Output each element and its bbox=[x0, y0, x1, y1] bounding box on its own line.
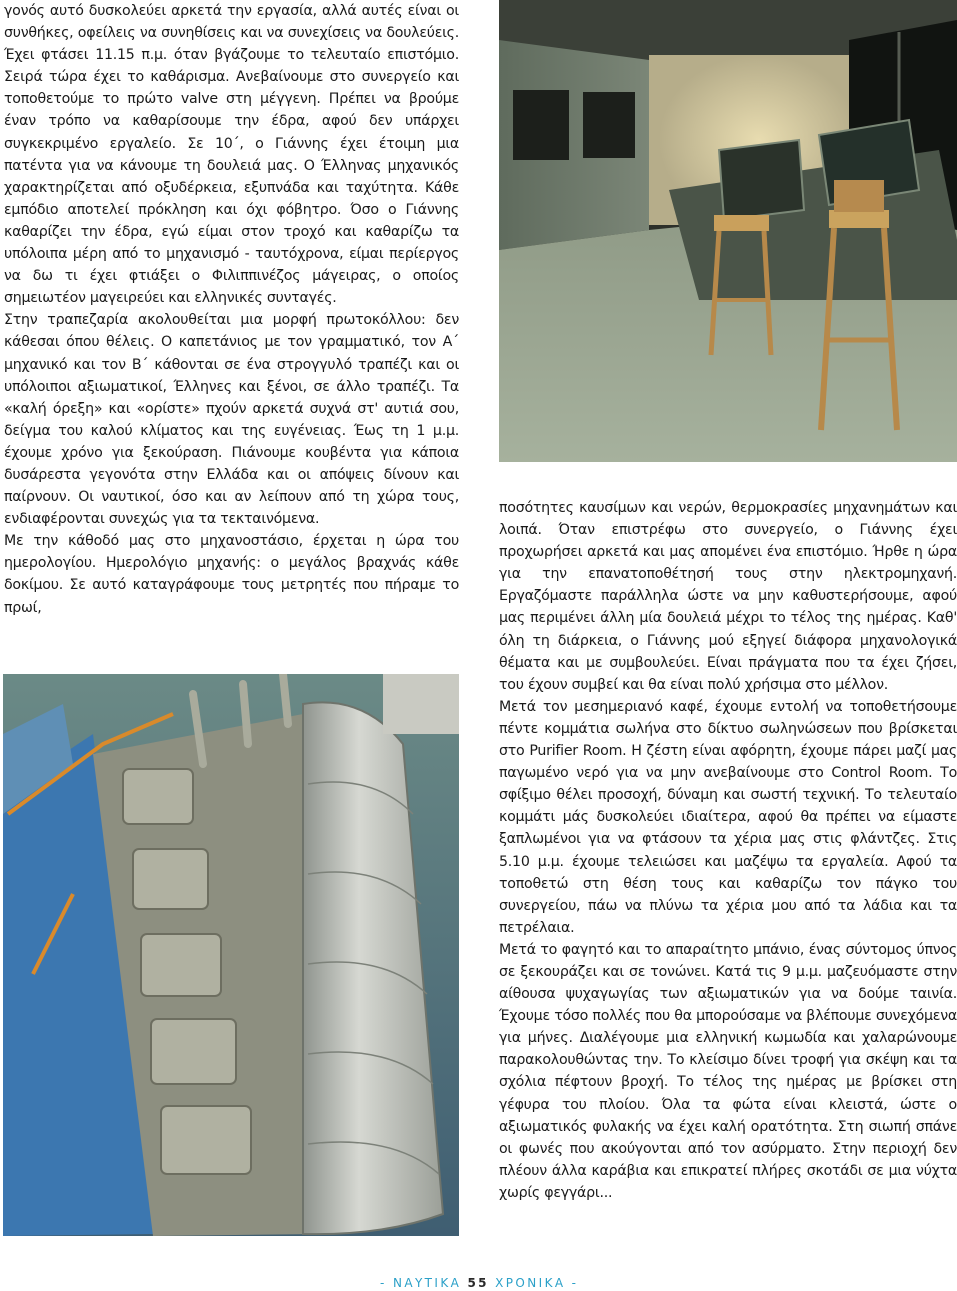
footer-magazine-word: ΧΡΟΝΙΚΑ bbox=[495, 1276, 566, 1290]
ship-bridge-photo bbox=[499, 0, 957, 462]
page-footer bbox=[380, 1276, 600, 1290]
ship-bridge-illustration bbox=[499, 0, 957, 462]
paragraph: Μετά τον μεσημεριανό καφέ, έχουμε εντολή να τοποθετήσουμε πέντε κομμάτια σωλήνα στο δίκτυο σωληνώσεων που βρίσκεται στο Purifier Room. Η ζέστη είναι αφόρητη, έχουμε πάρει μαζί μας παγωμένο νερό για να μην ανεβαίνουμε στο Control Room. Το σφίξιμο θέλει προσοχή, δύναμη και σωστή τεχνική. Το τελευταίο κομμάτι μάς δυσκολεύει ιδιαίτερα, αφού θα πρέπει να είμαστε ξαπλωμένοι για να φτάσουν τα χέρια μας στις φλάντζες. Στις 5.10 μ.μ. έχουμε τελειώσει και μαζέψω τα εργαλεία. Αφού τα τοποθετώ στη θέση τους και καθαρίζω τον πάγκο του συνεργείου, πάω να πλύνω τα χέρια μου από τα λάδια και τα πετρέλαια. bbox=[499, 698, 957, 936]
footer-magazine-word: ΝΑΥΤΙΚΑ bbox=[392, 1276, 462, 1290]
footer-dash: - bbox=[571, 1276, 579, 1290]
paragraph: Μετά το φαγητό και το απαραίτητο μπάνιο, ένας σύντομος ύπνος σε ξεκουράζει και σε τονώνει. Κατά τις 9 μ.μ. μαζευόμαστε στην αίθουσα ψυχαγωγίας των αξιωματικών για να δούμε ταινία. Έχουμε τόσο πολλές που θα μπορούσαμε να βλέπουμε συνεχόμενα για μήνες. Διαλέγουμε μια ελληνική κωμωδία και χαλαρώνουμε παρακολουθώντας την. Το κλείσιμο δίνει τροφή για σκέψη και τα σχόλια πέφτουν βροχή. Το τέλος της ημέρας με βρίσκει στη γέφυρα του πλοίου. Όλα τα φώτα είναι κλειστά, ώστε ο αξιωματικός φυλακής να έχει καλή ορατότητα. Στη σιωπή σπάνε οι φωνές που ακούγονται από τον ασύρματο. Στην περιοχή δεν πλέουν άλλα καράβια και επικρατεί πλήρες σκοτάδι σε μια νύχτα χωρίς φεγγάρι... bbox=[499, 941, 957, 1201]
engine-room-photo bbox=[3, 674, 459, 1236]
engine-room-illustration bbox=[3, 674, 459, 1236]
footer-dash: - bbox=[380, 1276, 387, 1290]
paragraph: γονός αυτό δυσκολεύει αρκετά την εργασία, αλλά αυτές είναι οι συνθήκες, οφείλεις να συνηθίσεις και να συνεχίσεις να δουλεύεις. Έχει φτάσει 11.15 π.μ. όταν βγάζουμε το τελευταίο επιστόμιο. Σειρά τώρα έχει το καθάρισμα. Ανεβαίνουμε στο συνεργείο και τοποθετούμε το πρώτο valve στη μέγγενη. Πρέπει να βρούμε έναν τρόπο να καθαρίσουμε την έδρα, αφού δεν υπάρχει συγκεκριμένο εργαλείο. Σε 10΄, ο Γιάννης έχει έτοιμη μια πατέντα για να κάνουμε τη δουλειά μας. Ο Έλληνας μηχανικός χαρακτηρίζεται από οξυδέρκεια, εξυπνάδα και ταχύτητα. Κάθε εμπόδιο αποτελεί πρόκληση και όχι φόβητρο. Όσο ο Γιάννης καθαρίζει την έδρα, εγώ είμαι στον τροχό και καθαρίζω τα υπόλοιπα μέρη από το μηχανισμό - ταυτόχρονα, είμαι περίεργος να δω τι έχει φτιάξει ο Φιλιππινέζος μάγειρας, ο οποίος σημειωτέον μαγειρεύει και ελληνικές συνταγές. bbox=[4, 3, 459, 307]
paragraph: Στην τραπεζαρία ακολουθείται μια μορφή πρωτοκόλλου: δεν κάθεσαι όπου θέλεις. Ο καπετάνιος με τον γραμματικό, τον Α΄ μηχανικό και τον Β΄ κάθονται σε ένα στρογγυλό τραπέζι και οι υπόλοιποι αξιωματικοί, Έλληνες και ξένοι, σε άλλο τραπέζι. Τα «καλή όρεξη» και «ορίστε» πχούν αρκετά συχνά στ' αυτιά σου, δείγμα του καλού κλίματος και της ευγένειας. Έως τη 1 μ.μ. έχουμε χρόνο για ξεκούραση. Πιάνουμε κουβέντα για κάποια δυσάρεστα γεγονότα στην Ελλάδα και οι απόψεις δίνουν και παίρνουν. Οι ναυτικοί, όσο και αν λείπουν από τη χώρα τους, ενδιαφέρονται συνεχώς για τα τεκταινόμενα. bbox=[4, 312, 459, 528]
paragraph: Με την κάθοδό μας στο μηχανοστάσιο, έρχεται η ώρα του ημερολογίου. Ημερολόγιο μηχανής: ο μεγάλος βραχνάς κάθε δοκίμου. Σε αυτό καταγράφουμε τους μετρητές που πήραμε το πρωί, bbox=[4, 533, 459, 616]
article-right-column bbox=[499, 497, 957, 1204]
article-left-column bbox=[4, 0, 459, 619]
page-number: 55 bbox=[467, 1276, 489, 1290]
paragraph: ποσότητες καυσίμων και νερών, θερμοκρασίες μηχανημάτων και λοιπά. Όταν επιστρέφω στο συνεργείο, ο Γιάννης έχει προχωρήσει αρκετά και μας απομένει ένα επιστόμιο. Ήρθε η ώρα για την επανατοποθέτησή τους στην ηλεκτρομηχανή. Εργαζόμαστε παράλληλα ώστε να μην καθυστερήσουμε, αφού μας περιμένει άλλη μία δουλειά μέχρι το τέλος της ημέρας. Καθ' όλη τη διάρκεια, ο Γιάννης μού εξηγεί διάφορα μηχανολογικά θέματα και με συμβουλεύει. Είναι πράγματα που τα έχει ζήσει, του έχουν συμβεί και θα είναι πολύ χρήσιμα στο μέλλον. bbox=[499, 500, 957, 693]
